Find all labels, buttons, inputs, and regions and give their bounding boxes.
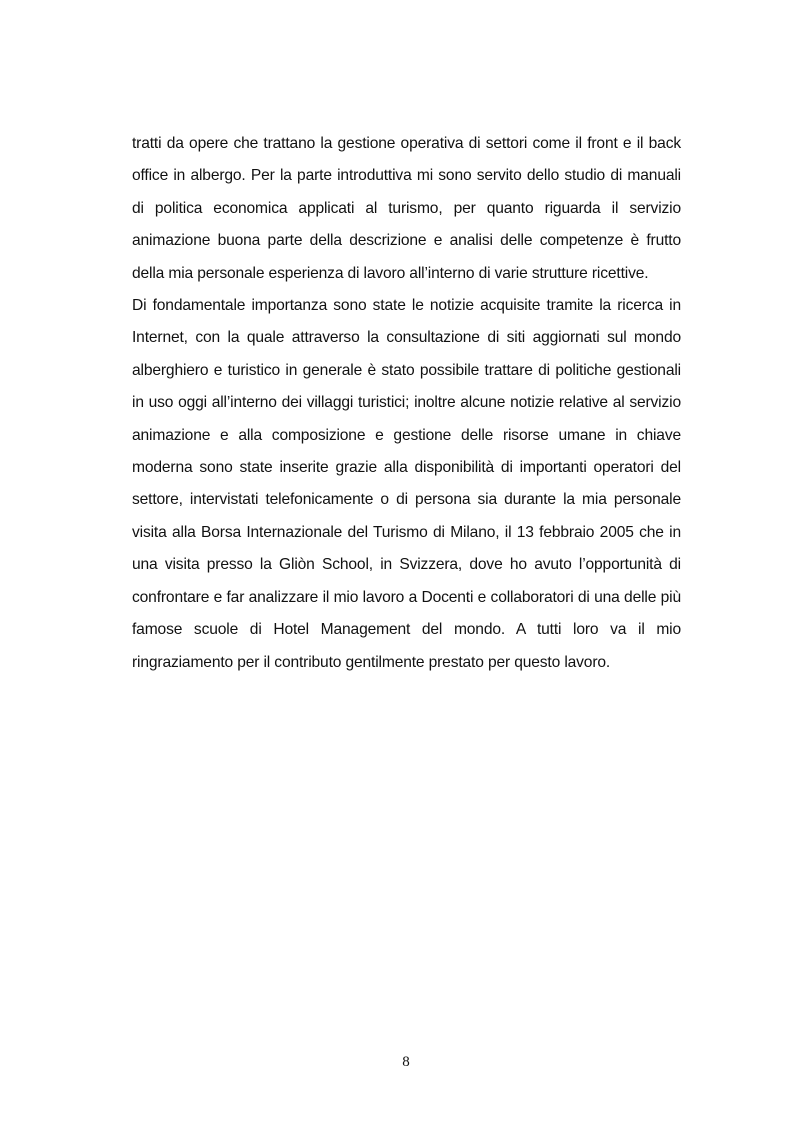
body-text — [132, 128, 681, 679]
paragraph-1: tratti da opere che trattano la gestione operativa di settori come il front e il back office in albergo. Per la parte introduttiva mi sono servito dello studio di manuali di politica economica applicati al turismo, per quanto riguarda il servizio animazione buona parte della descrizione e analisi delle competenze è frutto della mia personale esperienza di lavoro all’interno di varie strutture ricettive. — [132, 135, 681, 282]
page-number: 8 — [402, 1054, 410, 1070]
paragraph-2: Di fondamentale importanza sono state le notizie acquisite tramite la ricerca in Internet, con la quale attraverso la consultazione di siti aggiornati sul mondo alberghiero e turistico in generale è stato possibile trattare di politiche gestionali in uso oggi all’interno dei villaggi turistici; inoltre alcune notizie relative al servizio animazione e alla composizione e gestione delle risorse umane in chiave moderna sono state inserite grazie alla disponibilità di importanti operatori del settore, intervistati telefonicamente o di persona sia durante la mia personale visita alla Borsa Internazionale del Turismo di Milano, il 13 febbraio 2005 che in una visita presso la Gliòn School, in Svizzera, dove ho avuto l’opportunità di confrontare e far analizzare il mio lavoro a Docenti e collaboratori di una delle più famose scuole di Hotel Management del mondo. A tutti loro va il mio ringraziamento per il contributo gentilmente prestato per questo lavoro. — [132, 297, 681, 671]
